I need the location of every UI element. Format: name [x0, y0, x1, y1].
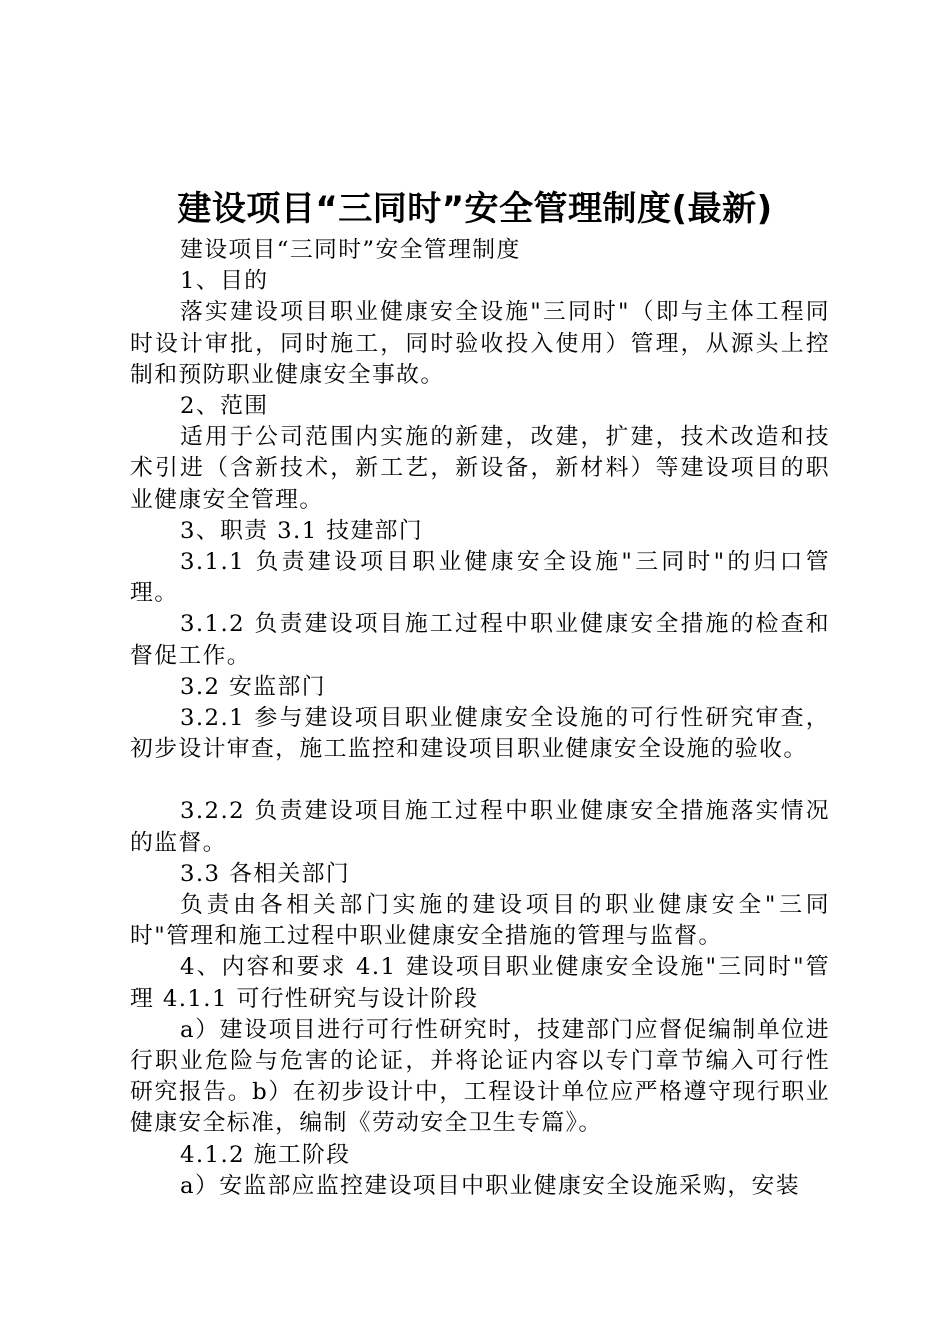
paragraph: 1、目的	[180, 268, 269, 295]
paragraph: 4、内容和要求 4.1 建设项目职业健康安全设施"三同时"管理 4.1.1 可行性研究与设计阶段	[130, 954, 830, 1012]
paragraph: 3.2.2 负责建设项目施工过程中职业健康安全措施落实情况的监督。	[130, 798, 830, 856]
document-body	[130, 235, 830, 1202]
paragraph: 3.3 各相关部门	[180, 860, 351, 887]
paragraph: 适用于公司范围内实施的新建，改建，扩建，技术改造和技术引进（含新技术，新工艺，新设备，新材料）等建设项目的职业健康安全管理。	[130, 424, 830, 513]
paragraph: a）安监部应监控建设项目中职业健康安全设施采购，安装	[180, 1172, 800, 1199]
paragraph: a）建设项目进行可行性研究时，技建部门应督促编制单位进行职业危险与危害的论证，并将论证内容以专门章节编入可行性研究报告。b）在初步设计中，工程设计单位应严格遵守现行职业健康安全标准，编制《劳动安全卫生专篇》。	[130, 1016, 830, 1137]
paragraph: 2、范围	[180, 393, 269, 420]
paragraph: 3、职责 3.1 技建部门	[180, 517, 424, 544]
paragraph: 负责由各相关部门实施的建设项目的职业健康安全"三同时"管理和施工过程中职业健康安全措施的管理与监督。	[130, 892, 830, 950]
paragraph: 落实建设项目职业健康安全设施"三同时"（即与主体工程同时设计审批，同时施工，同时验收投入使用）管理，从源头上控制和预防职业健康安全事故。	[130, 299, 830, 388]
paragraph: 3.2 安监部门	[180, 673, 326, 700]
paragraph: 3.1.2 负责建设项目施工过程中职业健康安全措施的检查和督促工作。	[130, 611, 830, 669]
paragraph: 3.1.1 负责建设项目职业健康安全设施"三同时"的归口管理。	[130, 549, 830, 607]
paragraph: 建设项目“三同时”安全管理制度	[180, 237, 521, 263]
paragraph: 4.1.2 施工阶段	[180, 1141, 351, 1168]
document-title: 建设项目“三同时”安全管理制度(最新)	[177, 189, 773, 229]
paragraph: 3.2.1 参与建设项目职业健康安全设施的可行性研究审查，初步设计审查，施工监控和建设项目职业健康安全设施的验收。	[130, 705, 830, 763]
